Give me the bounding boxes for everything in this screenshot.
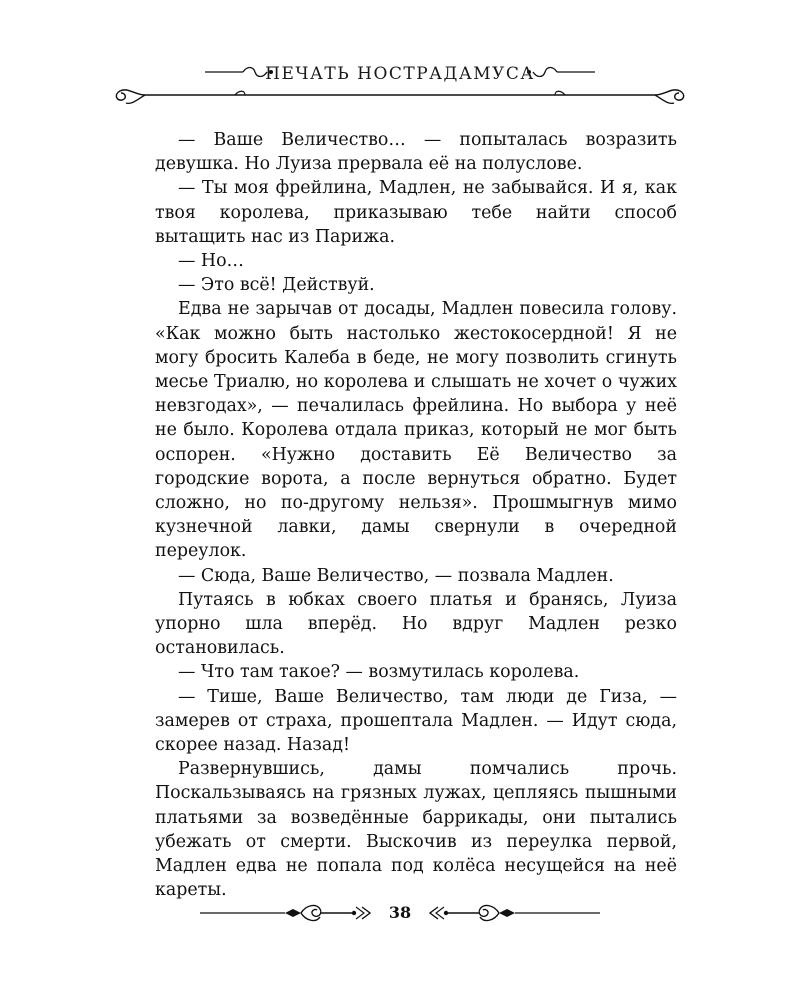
- paragraph: Путаясь в юбках своего платья и бранясь, Луиза упорно шла вперёд. Но вдруг Мадлен резко остановилась.: [155, 589, 677, 659]
- page-footer: [0, 895, 800, 935]
- page-number: 38: [388, 903, 412, 922]
- running-title: ПЕЧАТЬ НОСТРАДАМУСА: [265, 64, 535, 84]
- body-text: [155, 128, 677, 903]
- paragraph: — Тише, Ваше Величество, там люди де Гиза, — замерев от страха, прошептала Мадлен. — Идут сюда, скорее назад. Назад!: [155, 686, 677, 756]
- paragraph: — Ты моя фрейлина, Мадлен, не забывайся. И я, как твоя королева, приказываю тебе найти способ вытащить нас из Парижа.: [155, 178, 677, 247]
- page-header: [0, 55, 800, 115]
- paragraph: — Но…: [178, 251, 244, 272]
- paragraph: — Сюда, Ваше Величество, — позвала Мадлен.: [178, 565, 614, 586]
- paragraph: Развернувшись, дамы помчались прочь. Поскальзываясь на грязных лужах, цепляясь пышными платьями за возведённые баррикады, они пытались убежать от смерти. Выскочив из переулка первой, Мадлен едва не попала под колёса несущейся на неё кареты.: [155, 759, 677, 901]
- paragraph: — Ваше Величество… — попыталась возразить девушка. Но Луиза прервала её на полуслове.: [155, 130, 677, 175]
- paragraph: — Это всё! Действуй.: [178, 275, 375, 296]
- paragraph: Едва не зарычав от досады, Мадлен повесила голову. «Как можно быть настолько жестокосердной! Я не могу бросить Калеба в беде, не могу позволить сгинуть месье Триалю, но королева и слышать не хочет о чужих невзгодах», — печалилась фрейлина. Но выбора у неё не было. Королева отдала приказ, который не мог быть оспорен. «Нужно доставить Её Величество за городские ворота, а после вернуться обратно. Будет сложно, но по-другому нельзя». Прошмыгнув мимо кузнечной лавки, дамы свернули в очередной переулок.: [155, 299, 677, 562]
- paragraph: — Что там такое? — возмутилась королева.: [178, 662, 580, 683]
